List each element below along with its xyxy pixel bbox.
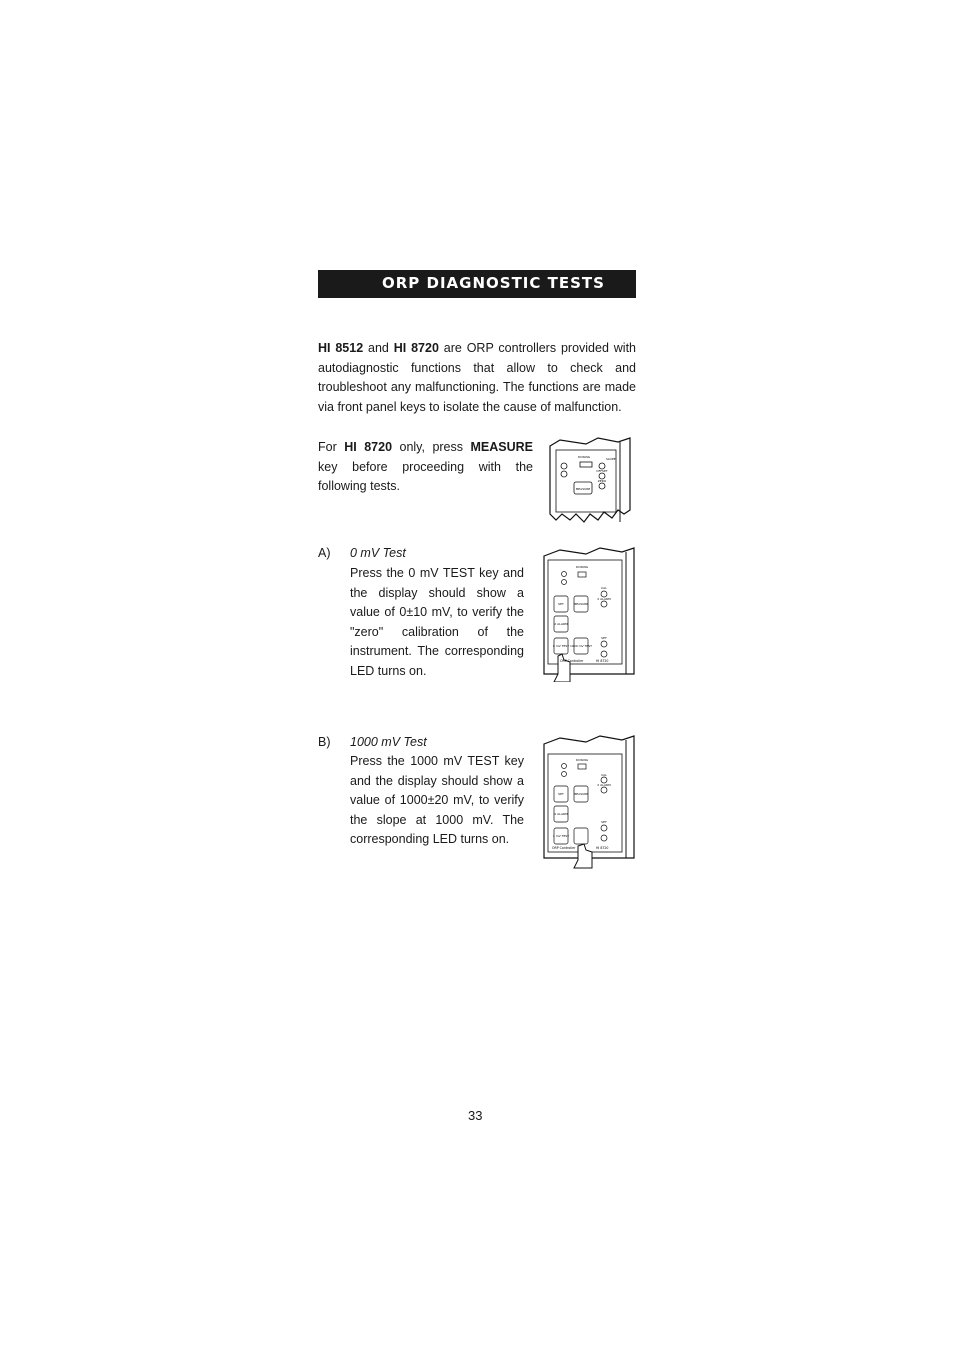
orp-controller-label: ORP Controller [560, 659, 584, 663]
test-b-body: Press the 1000 mV TEST key and the display should show a value of 1000±20 mV, to verify the slope at 1000 mV. The corresponding LED turns on. [350, 754, 524, 846]
page-number: 33 [468, 1108, 483, 1123]
slope-label: SLOPE [606, 457, 616, 461]
measure-key-illustration [546, 436, 632, 524]
model-hi8720: HI 8720 [393, 341, 439, 355]
dosing-label: DOSING [575, 565, 589, 569]
set-key-label: SET [558, 792, 564, 796]
zero-mv-key-label: 0 mV TEST [552, 644, 570, 648]
alarm-label: 2 ALARM [597, 597, 611, 601]
test-b-title: 1000 mV Test [350, 735, 427, 749]
measure-note-mid: only, press [392, 440, 471, 454]
dosing-label: DOSING [577, 455, 591, 459]
section-title: ORP DIAGNOSTIC TESTS [382, 274, 605, 292]
measure-key-label: MEASURE [573, 602, 589, 606]
zero-label: ZERO [597, 479, 607, 483]
dosing-label: DOSING [575, 758, 589, 762]
model-hi8512: HI 8512 [318, 341, 364, 355]
alarm-key-label: 2 ALARM [554, 622, 568, 626]
measure-note-suffix: key before proceeding with the following tests. [318, 459, 533, 493]
alarm-label: 2 ALARM [597, 783, 611, 787]
set-label: SET [601, 820, 607, 824]
measure-note [318, 438, 533, 497]
measure-note-model: HI 8720 [344, 440, 393, 454]
intro-text: are ORP controllers provided with autodiagnostic functions that allow to check and troubleshoot any malfunctioning. The functions are made via front panel keys to isolate the cause of malfunction. [318, 341, 636, 414]
set-label: SET [601, 636, 607, 640]
and-word: and [363, 341, 394, 355]
thousand-mv-test-illustration [540, 734, 636, 870]
one-mv-key-label: 1 mV TEST [552, 834, 570, 838]
test-a-body: Press the 0 mV TEST key and the display should show a value of 0±10 mV, to verify the "zero" calibration of the instrument. The corresponding LED turns on. [350, 566, 524, 678]
model-label: HI 8720 [596, 846, 609, 850]
model-label: HI 8720 [596, 659, 609, 663]
measure-key-label: MEASURE [575, 487, 591, 491]
measure-note-prefix: For [318, 440, 345, 454]
cal-label: CAL [601, 586, 607, 590]
cal-label: CAL [601, 773, 607, 777]
set-key-label: SET [558, 602, 564, 606]
section-title-bar [318, 270, 636, 298]
test-a-title: 0 mV Test [350, 546, 406, 560]
offset-label: OFFSET [596, 469, 608, 473]
thousand-mv-key-label: 1000 mV TEST [570, 644, 592, 648]
measure-key-label: MEASURE [573, 792, 589, 796]
alarm-key-label: 2 ALARM [554, 812, 568, 816]
intro-paragraph [318, 339, 636, 417]
orp-controller-label: ORP Controller [552, 846, 576, 850]
measure-key-name: MEASURE [470, 440, 533, 454]
test-b-label: B) [318, 735, 331, 749]
zero-mv-test-illustration [540, 546, 636, 682]
test-a-label: A) [318, 546, 331, 560]
